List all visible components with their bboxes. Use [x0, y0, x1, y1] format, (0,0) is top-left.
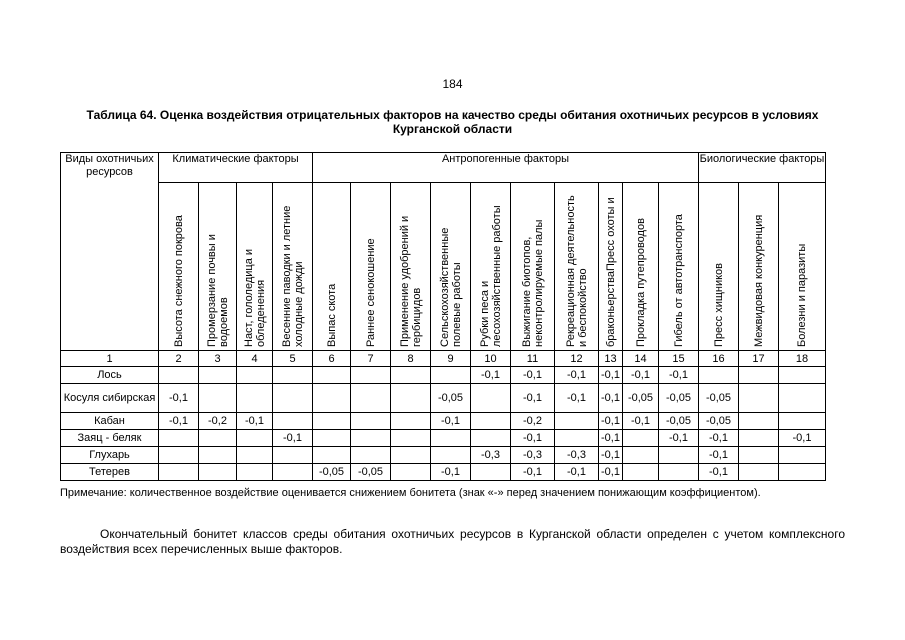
factor-header-cell: [739, 183, 779, 351]
table-cell: [739, 464, 779, 481]
factor-header-cell: [237, 183, 273, 351]
factor-label: Выжигание биотопов, неконтролируемые палы: [520, 219, 545, 347]
table-cell: [739, 447, 779, 464]
column-number: 6: [313, 351, 351, 367]
table-cell: [237, 464, 273, 481]
table-cell: [199, 447, 237, 464]
factor-label: Рубки песа и лесохозяйственные работы: [478, 204, 503, 347]
factor-header-cell: [623, 183, 659, 351]
table-cell: -0,1: [599, 447, 623, 464]
species-name: Косуля сибирская: [61, 384, 159, 413]
table-row: [61, 430, 826, 447]
table-cell: [313, 430, 351, 447]
factor-header-cell: [779, 183, 826, 351]
table-cell: -0,1: [511, 367, 555, 384]
column-number: 9: [431, 351, 471, 367]
table-cell: -0,1: [511, 464, 555, 481]
table-cell: [739, 430, 779, 447]
table-cell: [779, 447, 826, 464]
factor-label: Раннее сенокошение: [364, 237, 377, 347]
factor-header-cell: [159, 183, 199, 351]
table-cell: [237, 430, 273, 447]
factor-label: Гибель от автотранспорта: [672, 213, 685, 347]
factor-label: Межвидовая конкуренция: [752, 214, 765, 347]
table-cell: -0,1: [511, 430, 555, 447]
table-row: [61, 413, 826, 430]
table-cell: -0,05: [699, 413, 739, 430]
table-cell: [273, 367, 313, 384]
table-cell: -0,05: [623, 384, 659, 413]
table-cell: [273, 413, 313, 430]
column-number: 7: [351, 351, 391, 367]
table-cell: -0,05: [699, 384, 739, 413]
factor-label: Болезни и паразиты: [796, 243, 808, 347]
table-cell: -0,1: [699, 464, 739, 481]
table-cell: -0,1: [599, 464, 623, 481]
column-number: 2: [159, 351, 199, 367]
column-number: 4: [237, 351, 273, 367]
table-cell: [273, 464, 313, 481]
table-cell: -0,1: [273, 430, 313, 447]
species-name: Тетерев: [61, 464, 159, 481]
factor-header-cell: [699, 183, 739, 351]
table-cell: -0,1: [779, 430, 826, 447]
table-cell: -0,1: [471, 367, 511, 384]
column-number: 13: [599, 351, 623, 367]
table-cell: -0,1: [431, 413, 471, 430]
table-cell: [623, 430, 659, 447]
table-cell: [779, 384, 826, 413]
column-number: 14: [623, 351, 659, 367]
column-number: 1: [61, 351, 159, 367]
factor-label: Весенние паводки и летние холодные дожди: [280, 205, 305, 347]
table-cell: [431, 447, 471, 464]
table-cell: -0,3: [511, 447, 555, 464]
species-name: Кабан: [61, 413, 159, 430]
table-cell: [555, 430, 599, 447]
factor-label: Промерзание почвы и водоемов: [205, 233, 230, 347]
table-cell: -0,1: [659, 430, 699, 447]
table-cell: [273, 447, 313, 464]
column-number: 3: [199, 351, 237, 367]
column-number: 8: [391, 351, 431, 367]
factor-group-header: Биологические факторы: [699, 153, 826, 183]
table-cell: -0,1: [599, 413, 623, 430]
table-cell: -0,1: [511, 384, 555, 413]
species-name: Лось: [61, 367, 159, 384]
column-number: 16: [699, 351, 739, 367]
table-cell: -0,2: [511, 413, 555, 430]
table-cell: -0,05: [351, 464, 391, 481]
table-cell: [555, 413, 599, 430]
table-cell: [431, 367, 471, 384]
table-cell: [313, 367, 351, 384]
table-cell: [313, 447, 351, 464]
table-cell: -0,05: [659, 413, 699, 430]
table-cell: [351, 384, 391, 413]
table-cell: [159, 367, 199, 384]
table-cell: [351, 447, 391, 464]
table-cell: -0,3: [555, 447, 599, 464]
table-cell: [739, 367, 779, 384]
table-cell: [739, 384, 779, 413]
factor-label: Рекреационная деятельность и беспокойство: [564, 194, 589, 347]
table-cell: [431, 430, 471, 447]
table-cell: -0,05: [313, 464, 351, 481]
page-number: 184: [442, 77, 463, 91]
table-cell: -0,1: [431, 464, 471, 481]
factor-header-cell: [471, 183, 511, 351]
column-number: 5: [273, 351, 313, 367]
table-cell: [391, 430, 431, 447]
table-cell: [659, 464, 699, 481]
species-name: Заяц - беляк: [61, 430, 159, 447]
factor-header-cell: [511, 183, 555, 351]
table-cell: -0,1: [699, 430, 739, 447]
table-row: [61, 447, 826, 464]
factor-label: Пресс хищников: [712, 262, 725, 347]
column-number: 11: [511, 351, 555, 367]
factor-header-cell: [391, 183, 431, 351]
factor-group-header: Климатические факторы: [159, 153, 313, 183]
table-cell: -0,1: [699, 447, 739, 464]
table-cell: [313, 384, 351, 413]
table-cell: -0,1: [237, 413, 273, 430]
table-cell: [199, 384, 237, 413]
table-cell: [313, 413, 351, 430]
table-cell: [237, 367, 273, 384]
factor-header-cell: [199, 183, 237, 351]
table-row: [61, 367, 826, 384]
table-cell: [779, 413, 826, 430]
factor-header-cell: [351, 183, 391, 351]
table-cell: [391, 447, 431, 464]
table-cell: [199, 464, 237, 481]
table-note: Примечание: количественное воздействие оценивается снижением бонитета (знак «-» перед значением понижающим коэффициентом).: [60, 487, 761, 499]
table-cell: -0,05: [431, 384, 471, 413]
table-cell: [273, 384, 313, 413]
table-cell: [779, 464, 826, 481]
column-number: 17: [739, 351, 779, 367]
table-cell: [159, 447, 199, 464]
table-cell: [199, 367, 237, 384]
table-cell: [391, 413, 431, 430]
table-cell: [699, 367, 739, 384]
factor-header-cell: [313, 183, 351, 351]
table-cell: -0,1: [623, 413, 659, 430]
factor-label: Выпас скота: [325, 283, 338, 347]
table-row: [61, 384, 826, 413]
table-cell: -0,1: [159, 384, 199, 413]
table-cell: -0,1: [555, 384, 599, 413]
table-cell: -0,05: [659, 384, 699, 413]
column-number: 15: [659, 351, 699, 367]
table-cell: [779, 367, 826, 384]
table-cell: [391, 367, 431, 384]
species-header: Виды охотничьих ресурсов: [61, 153, 159, 351]
factor-header-cell: [431, 183, 471, 351]
factor-label: Применение удобрений и гербицидов: [398, 215, 423, 347]
table-cell: [391, 384, 431, 413]
table-cell: -0,1: [555, 367, 599, 384]
factor-group-header: Антропогенные факторы: [313, 153, 699, 183]
column-number: 12: [555, 351, 599, 367]
factors-table: [60, 152, 826, 481]
factor-header-cell: [659, 183, 699, 351]
factor-label: Высота снежного покрова: [172, 214, 185, 347]
table-cell: [237, 447, 273, 464]
table-cell: -0,1: [599, 384, 623, 413]
table-cell: -0,1: [555, 464, 599, 481]
table-row: [61, 464, 826, 481]
table-cell: [159, 430, 199, 447]
table-title: Таблица 64. Оценка воздействия отрицательных факторов на качество среды обитания охотничьих ресурсов в условиях Курганской области: [86, 108, 819, 136]
factor-header-cell: [273, 183, 313, 351]
table-cell: [351, 430, 391, 447]
species-name: Глухарь: [61, 447, 159, 464]
table-cell: [199, 430, 237, 447]
factor-header-cell: [555, 183, 599, 351]
column-number: 18: [779, 351, 826, 367]
table-cell: [391, 464, 431, 481]
table-cell: [351, 413, 391, 430]
conclusion-paragraph: Окончательный бонитет классов среды обитания охотничьих ресурсов в Курганской области определен с учетом комплексного воздействия всех перечисленных выше факторов.: [60, 527, 845, 556]
table-cell: [471, 384, 511, 413]
table-cell: [471, 413, 511, 430]
table-cell: [351, 367, 391, 384]
table-cell: [739, 413, 779, 430]
column-number: 10: [471, 351, 511, 367]
table-cell: -0,3: [471, 447, 511, 464]
table-cell: -0,1: [599, 430, 623, 447]
table-cell: [471, 430, 511, 447]
table-cell: [159, 464, 199, 481]
table-cell: -0,1: [659, 367, 699, 384]
table-cell: [471, 464, 511, 481]
table-cell: [623, 447, 659, 464]
factor-label: браконьерстваПресс охоты и: [604, 196, 617, 347]
table-cell: -0,1: [623, 367, 659, 384]
table-cell: [623, 464, 659, 481]
factor-label: Прокладка путепроводов: [634, 217, 647, 347]
factor-label: Сельскохозяйственные полевые работы: [438, 227, 463, 347]
table-cell: -0,1: [599, 367, 623, 384]
table-cell: -0,1: [159, 413, 199, 430]
factor-header-cell: [599, 183, 623, 351]
table-cell: -0,2: [199, 413, 237, 430]
table-cell: [237, 384, 273, 413]
table-cell: [659, 447, 699, 464]
factor-label: Наст, гололедица и обледенения: [242, 248, 267, 347]
